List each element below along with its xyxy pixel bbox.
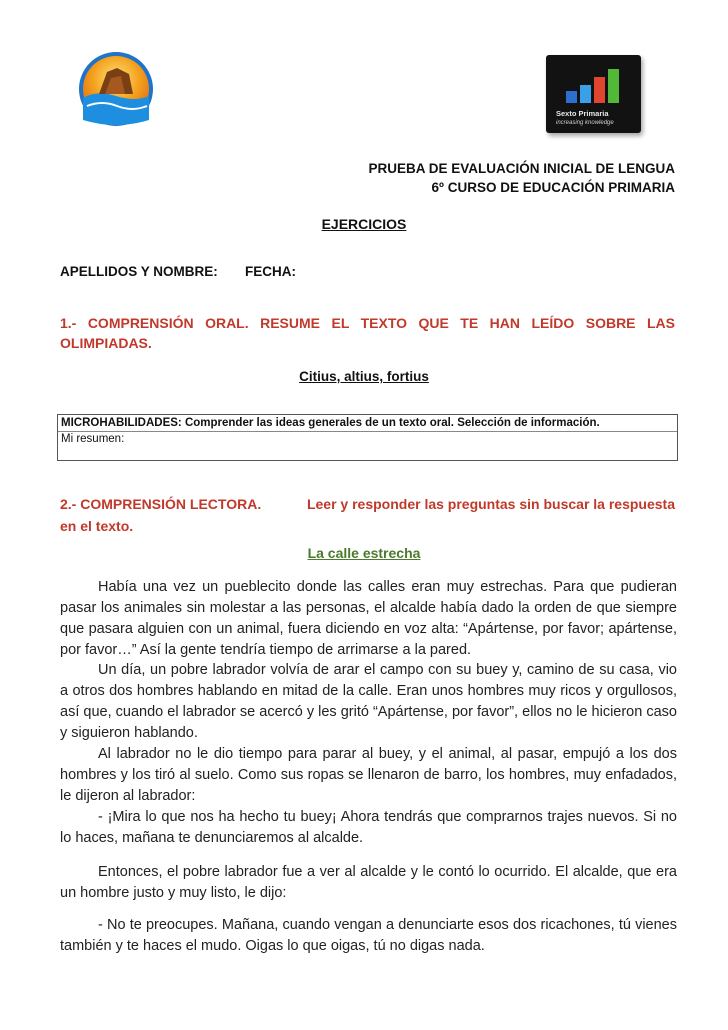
story-paragraph: Al labrador no le dio tiempo para parar al buey, y el animal, al pasar, empujó a los dos hombres y los tiró al suelo. Como sus ropas se llenaron de barro, los hombres, muy enfadados, le dijeron al labrador:	[60, 746, 677, 804]
box-divider	[58, 431, 677, 432]
exam-title: PRUEBA DE EVALUACIÓN INICIAL DE LENGUA	[368, 161, 675, 176]
school-logo	[77, 50, 155, 128]
section1-subtitle: Citius, altius, fortius	[299, 369, 429, 384]
story-title: La calle estrecha	[307, 545, 421, 561]
story-paragraph: Entonces, el pobre labrador fue a ver al alcalde y le contó lo ocurrido. El alcalde, que era un hombre justo y muy listo, le dijo:	[60, 864, 677, 901]
story-paragraph: Un día, un pobre labrador volvía de arar el campo con su buey y, camino de su casa, vio a otros dos hombres hablando en mitad de la calle. Eran unos hombres muy ricos y orgullosos, así que, cuando el labrador se acercó y les gritó “Apártense, por favor”, ellos no le hicieron caso y siguieron hablando.	[60, 662, 677, 741]
summary-label: Mi resumen:	[61, 433, 125, 445]
section1-heading: 1.- COMPRENSIÓN ORAL. RESUME EL TEXTO QUE TE HAN LEÍDO SOBRE LAS OLIMPIADAS.	[60, 315, 675, 351]
summary-box[interactable]	[57, 414, 678, 461]
story-paragraph: - No te preocupes. Mañana, cuando vengan a denunciarte esos dos ricachones, tú vienes también y te haces el mudo. Oigas lo que oigas, tú no digas nada.	[60, 917, 677, 954]
sexto-primaria-logo	[546, 55, 641, 133]
story-paragraph: Había una vez un pueblecito donde las calles eran muy estrechas. Para que pudieran pasar los animales sin molestar a las personas, el alcalde había dado la orden de que siempre que pasara alguien con un animal, fuera diciendo en voz alta: “Apártense, por favor; apártense, por favor…” Así la gente tendría tiempo de arrimarse a la pared.	[60, 579, 677, 658]
date-label: FECHA:	[245, 264, 296, 279]
logo-tagline: increasing knowledge	[556, 120, 614, 126]
logo-name: Sexto Primaria	[556, 109, 609, 118]
exercises-title: EJERCICIOS	[321, 216, 407, 232]
section2-instruction-cont: en el texto.	[60, 518, 134, 534]
story-paragraph: - ¡Mira lo que nos ha hecho tu buey¡ Ahora tendrás que comprarnos trajes nuevos. Si no lo haces, mañana te denunciaremos al alcalde.	[60, 809, 677, 846]
section2-title: 2.- COMPRENSIÓN LECTORA.	[60, 496, 262, 512]
name-label: APELLIDOS Y NOMBRE:	[60, 264, 218, 279]
section2-instruction: Leer y responder las preguntas sin buscar la respuesta	[306, 496, 675, 512]
section2-heading	[60, 493, 675, 537]
microhabilidades-header: MICROHABILIDADES: Comprender las ideas generales de un texto oral. Selección de información.	[61, 417, 600, 429]
course-title: 6º CURSO DE EDUCACIÓN PRIMARIA	[431, 180, 675, 195]
